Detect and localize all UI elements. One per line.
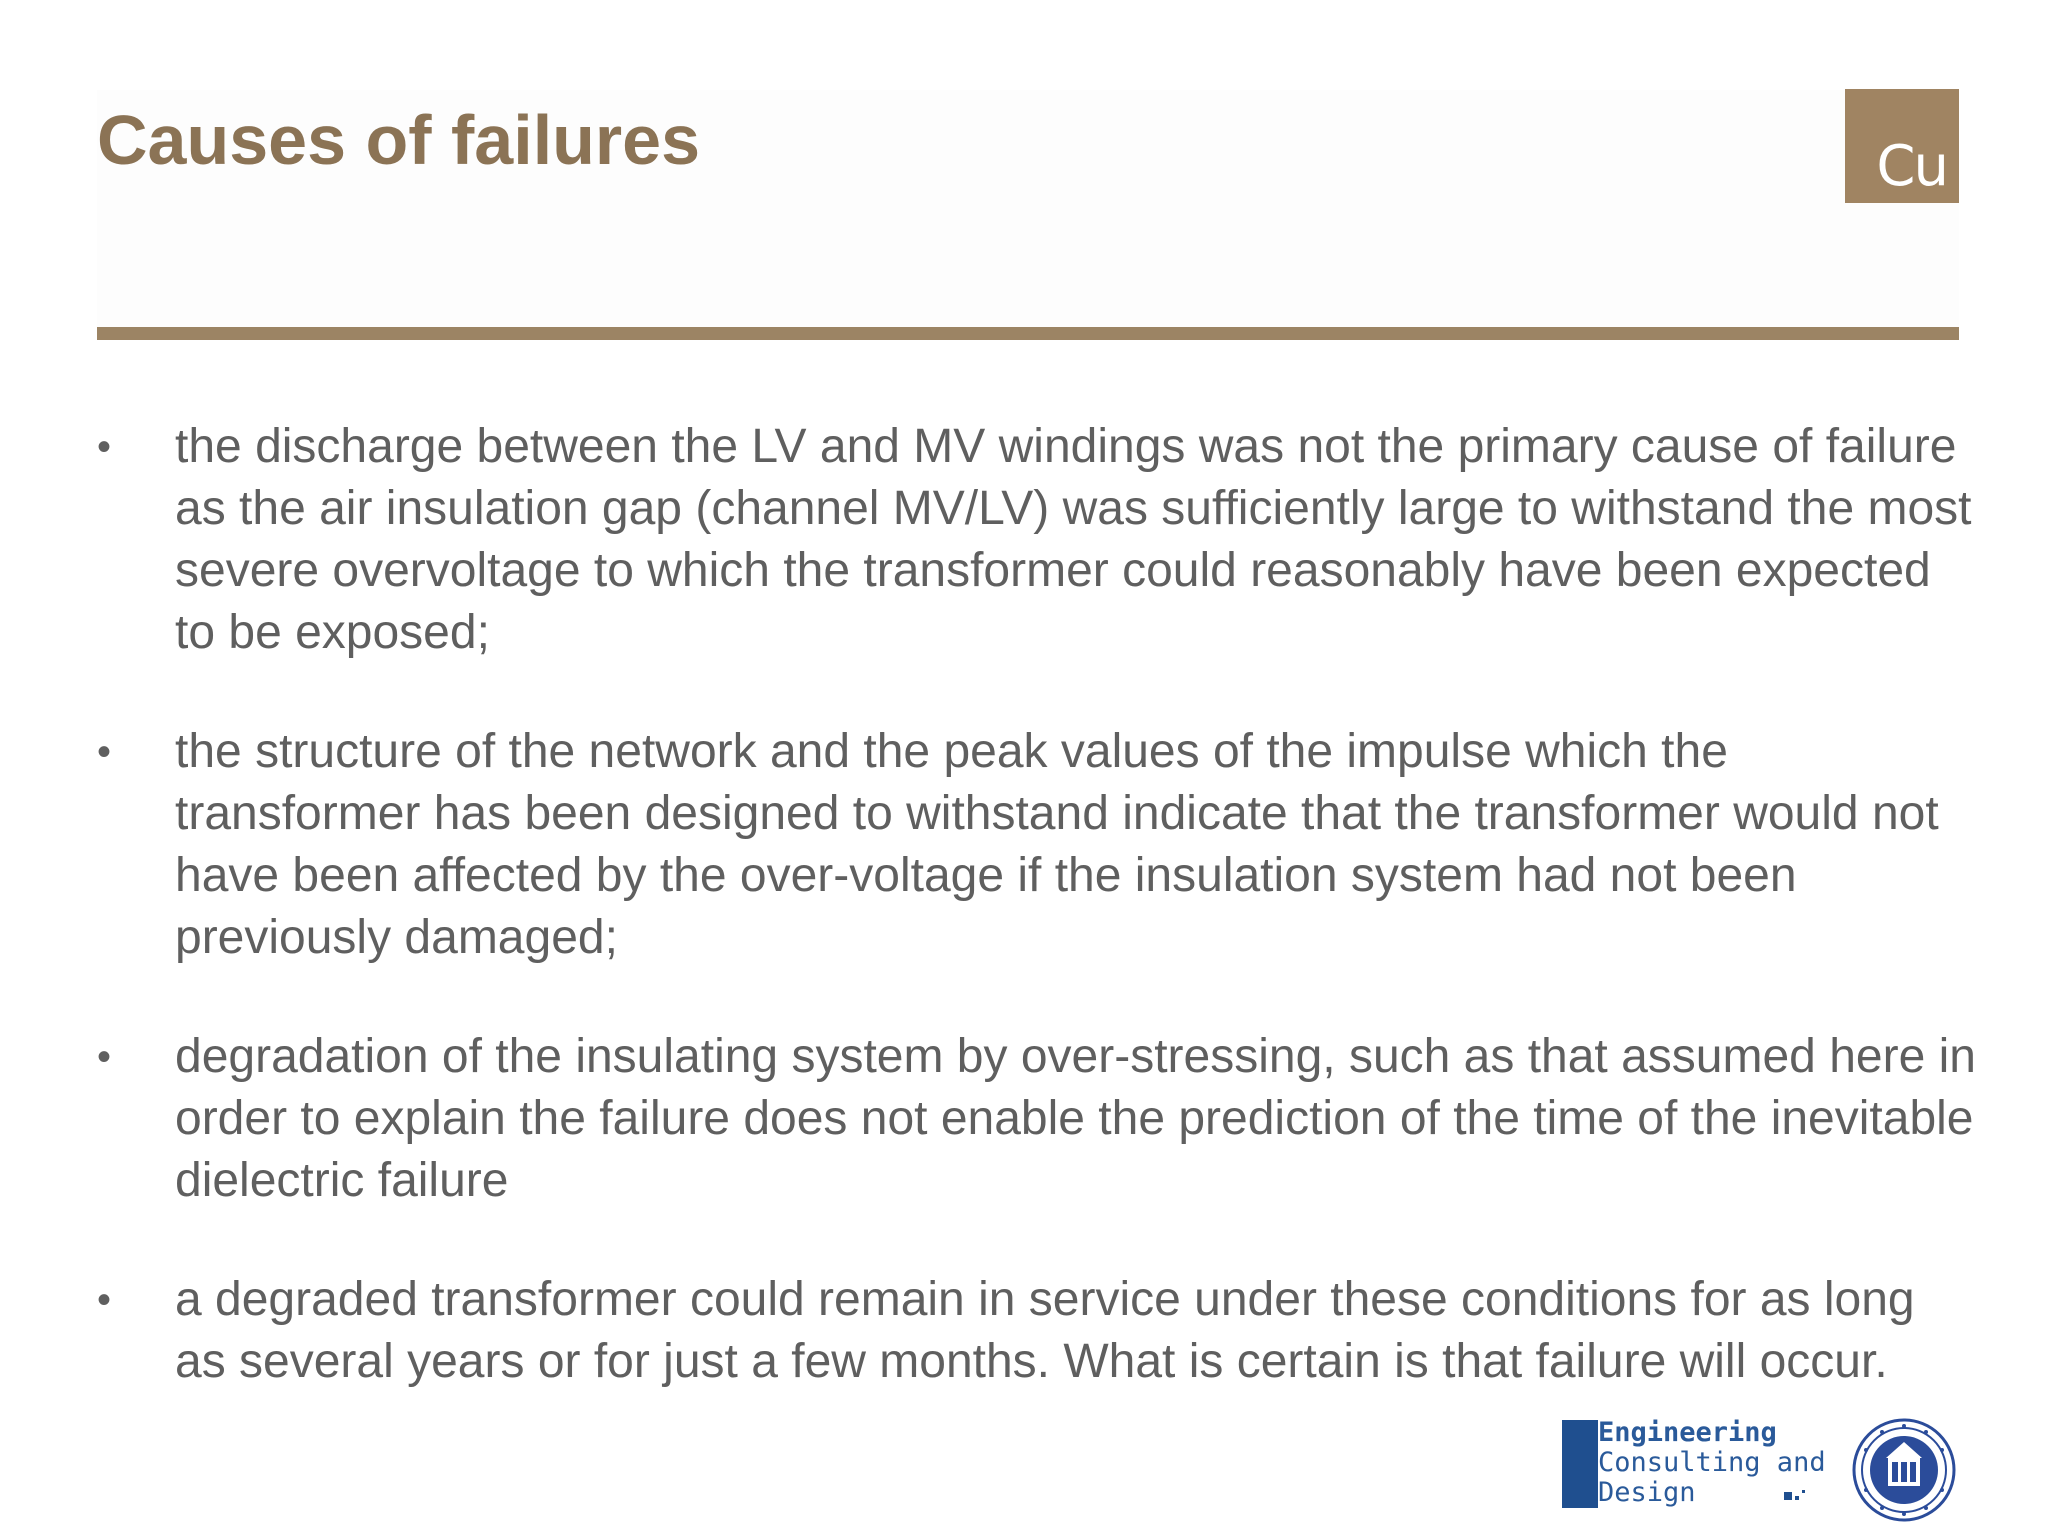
bullet-text: degradation of the insulating system by over-stressing, such as that assumed here in order to explain the failure does not enable the prediction of the time of the inevitable dielectric failure [175, 1030, 1976, 1207]
university-seal-icon [1852, 1418, 1956, 1522]
page-title: Causes of failures [97, 101, 700, 179]
bullet-text: the discharge between the LV and MV windings was not the primary cause of failure as the air insulation gap (channel MV/LV) was sufficiently large to withstand the most severe overvoltage to which the transformer could reasonably have been expected to be exposed; [175, 420, 1972, 659]
ecd-logo [1562, 1417, 1826, 1510]
ecd-logo-line-2: Consulting and [1598, 1447, 1826, 1478]
bullet-text: a degraded transformer could remain in service under these conditions for as long as several years or for just a few months. What is certain is that failure will occur. [175, 1273, 1915, 1388]
ecd-logo-bar [1562, 1420, 1598, 1508]
title-divider [97, 327, 1959, 340]
bullet-dot-icon: • [97, 1278, 112, 1322]
ecd-logo-line-3: Design [1598, 1477, 1696, 1508]
bullet-text: the structure of the network and the peak values of the impulse which the transformer has been designed to withstand indicate that the transformer would not have been affected by the over-voltage if the insulation system had not been previously damaged; [175, 725, 1939, 964]
ecd-dots-icon [1784, 1486, 1814, 1502]
footer-logos [1562, 1418, 1962, 1518]
bullet-item [97, 1026, 1977, 1212]
bullet-dot-icon: • [97, 1035, 112, 1079]
cu-logo: Cu [1845, 89, 1959, 203]
ecd-logo-line-1: Engineering [1598, 1417, 1777, 1448]
bullet-item [97, 416, 1977, 664]
bullet-dot-icon: • [97, 730, 112, 774]
bullet-dot-icon: • [97, 425, 112, 469]
bullet-list [97, 416, 1977, 1450]
bullet-item [97, 1269, 1977, 1393]
bullet-item [97, 721, 1977, 969]
